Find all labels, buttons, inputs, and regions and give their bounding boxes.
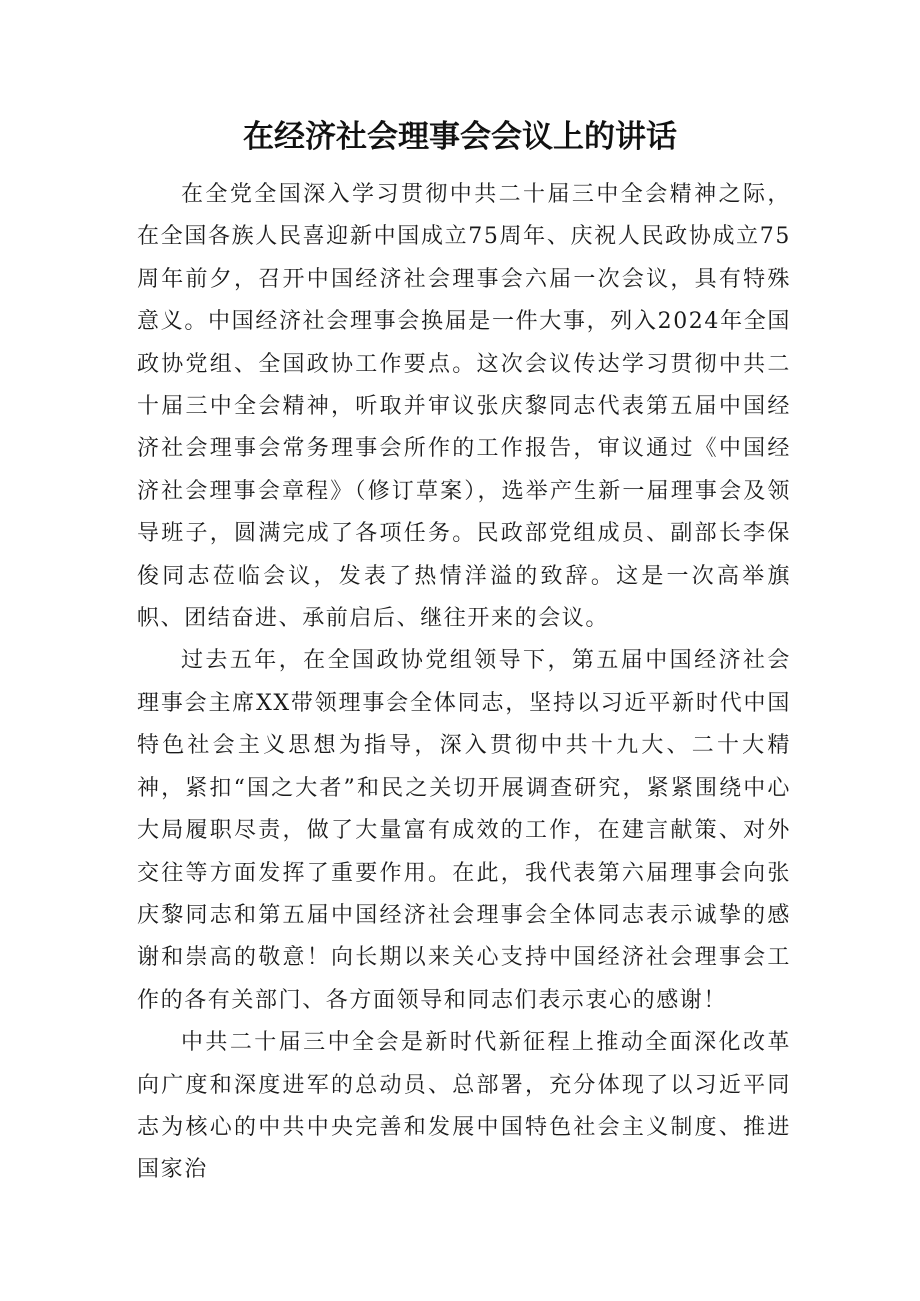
paragraph-3: 中共二十届三中全会是新时代新征程上推动全面深化改革向广度和深度进军的总动员、总部署，充分体现了以习近平同志为核心的中共中央完善和发展中国特色社会主义制度、推进国家治	[137, 1030, 791, 1183]
document-title: 在经济社会理事会会议上的讲话	[243, 119, 677, 155]
paragraph-1: 在全党全国深入学习贯彻中共二十届三中全会精神之际，在全国各族人民喜迎新中国成立75周年、庆祝人民政协成立75周年前夕，召开中国经济社会理事会六届一次会议，具有特殊意义。中国经济社会理事会换届是一件大事，列入2024年全国政协党组、全国政协工作要点。这次会议传达学习贯彻中共二十届三中全会精神，听取并审议张庆黎同志代表第五届中国经济社会理事会常务理事会所作的工作报告，审议通过《中国经济社会理事会章程》（修订草案），选举产生新一届理事会及领导班子，圆满完成了各项任务。民政部党组成员、副部长李保俊同志莅临会议，发表了热情洋溢的致辞。这是一次高举旗帜、团结奋进、承前启后、继往开来的会议。	[137, 182, 791, 632]
paragraph-2: 过去五年，在全国政协党组领导下，第五届中国经济社会理事会主席XX带领理事会全体同志，坚持以习近平新时代中国特色社会主义思想为指导，深入贯彻中共十九大、二十大精神，紧扣“国之大者”和民之关切开展调查研究，紧紧围绕中心大局履职尽责，做了大量富有成效的工作，在建言献策、对外交往等方面发挥了重要作用。在此，我代表第六届理事会向张庆黎同志和第五届中国经济社会理事会全体同志表示诚挚的感谢和崇高的敬意！向长期以来关心支持中国经济社会理事会工作的各有关部门、各方面领导和同志们表示衷心的感谢！	[137, 648, 791, 1013]
document-body	[137, 174, 791, 1192]
